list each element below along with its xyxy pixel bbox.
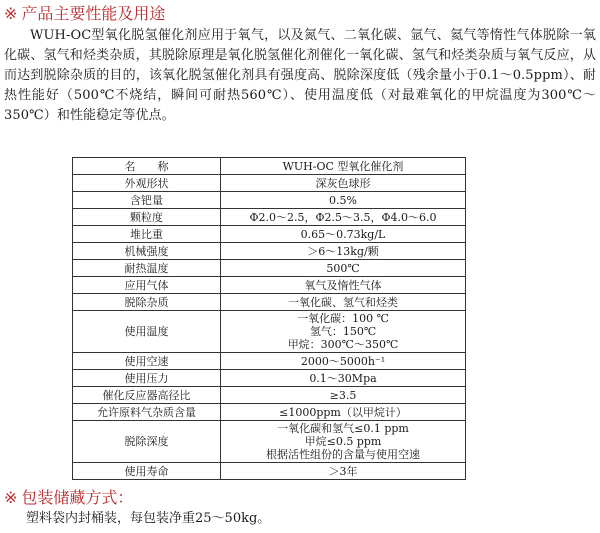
value-line: 0.5% <box>329 193 357 207</box>
table-row <box>73 370 466 387</box>
property-name-cell: 使用寿命 <box>73 463 221 480</box>
header-value-cell: WUH-OC 型氧化催化剂 <box>221 158 466 175</box>
value-line: 一氧化碳、氢气和烃类 <box>288 295 398 309</box>
table-row <box>73 463 466 480</box>
reference-mark-icon: ※ <box>4 488 18 507</box>
property-name-cell: 使用压力 <box>73 370 221 387</box>
table-row <box>73 175 466 192</box>
table-row <box>73 277 466 294</box>
value-line: 根据活性组份的含量与使用空速 <box>266 448 420 461</box>
table-row <box>73 404 466 421</box>
intro-paragraph: WUH-OC型氧化脱氢催化剂应用于氧气，以及氮气、二氧化碳、氩气、氦气等惰性气体脱除一氧化碳、氢气和烃类杂质，其脱除原理是氧化脱氢催化剂催化一氧化碳、氢气和烃类杂质与氧气反应，从而达到脱除杂质的目的，该氧化脱氢催化剂具有强度高、脱除深度低（残余量小于0.1～0.5ppm）、耐热性能好（500℃不烧结，瞬间可耐热560℃）、使用温度低（对最难氧化的甲烷温度为300℃～350℃）和性能稳定等优点。 <box>4 28 596 123</box>
spec-table <box>72 157 466 480</box>
section-title: 产品主要性能及用途 <box>21 4 166 23</box>
value-line: 一氧化碳和氢气≤0.1 ppm <box>277 422 409 435</box>
table-header-row <box>73 158 466 175</box>
table-row <box>73 311 466 353</box>
table-row <box>73 353 466 370</box>
property-value-cell <box>221 463 466 480</box>
storage-text: 塑料袋内封桶装，每包装净重25～50kg。 <box>26 511 271 526</box>
value-line: 氢气：150℃ <box>309 325 377 338</box>
value-line: ＞3年 <box>328 464 358 478</box>
property-name-cell: 使用空速 <box>73 353 221 370</box>
value-line: ＞6～13kg/颗 <box>307 244 379 258</box>
property-value-cell <box>221 260 466 277</box>
property-name-cell: 颗粒度 <box>73 209 221 226</box>
value-line: 甲烷：300℃～350℃ <box>287 338 399 351</box>
property-name-cell: 堆比重 <box>73 226 221 243</box>
property-name-cell: 使用温度 <box>73 311 221 353</box>
value-line: ≤1000ppm（以甲烷计） <box>279 405 407 419</box>
property-value-cell <box>221 404 466 421</box>
table-row <box>73 209 466 226</box>
property-name-cell: 脱除深度 <box>73 421 221 463</box>
property-name-cell: 催化反应器高径比 <box>73 387 221 404</box>
property-value-cell <box>221 294 466 311</box>
section-title: 包装储藏方式： <box>21 488 134 507</box>
section-heading-features <box>4 4 165 24</box>
table-row <box>73 226 466 243</box>
table-row <box>73 260 466 277</box>
property-value-cell <box>221 226 466 243</box>
value-line: 2000～5000h⁻¹ <box>300 354 386 368</box>
table-row <box>73 192 466 209</box>
value-line: Φ2.0～2.5，Φ2.5～3.5，Φ4.0～6.0 <box>249 210 437 224</box>
property-value-cell <box>221 243 466 260</box>
property-value-cell <box>221 209 466 226</box>
value-line: 0.1～30Mpa <box>309 371 377 385</box>
property-name-cell: 脱除杂质 <box>73 294 221 311</box>
property-value-cell <box>221 175 466 192</box>
value-line: 深灰色球形 <box>315 176 371 190</box>
header-name-cell: 名 称 <box>73 158 221 175</box>
property-value-cell <box>221 421 466 463</box>
value-line: 氧气及惰性气体 <box>304 278 382 292</box>
table-row <box>73 387 466 404</box>
property-value-cell <box>221 311 466 353</box>
property-value-cell <box>221 277 466 294</box>
value-line: 一氧化碳：100 ℃ <box>297 312 389 325</box>
value-line: 甲烷≤0.5 ppm <box>304 435 382 448</box>
property-value-cell <box>221 192 466 209</box>
property-name-cell: 含钯量 <box>73 192 221 209</box>
property-value-cell <box>221 370 466 387</box>
value-line: ≥3.5 <box>329 388 357 402</box>
value-line: 500℃ <box>326 261 360 275</box>
value-line: 0.65～0.73kg/L <box>300 227 386 241</box>
section-heading-storage <box>4 488 133 508</box>
table-row <box>73 421 466 463</box>
property-name-cell: 耐热温度 <box>73 260 221 277</box>
property-value-cell <box>221 353 466 370</box>
table-row <box>73 243 466 260</box>
property-name-cell: 机械强度 <box>73 243 221 260</box>
table-row <box>73 294 466 311</box>
property-name-cell: 外观形状 <box>73 175 221 192</box>
reference-mark-icon: ※ <box>4 4 18 23</box>
property-value-cell <box>221 387 466 404</box>
property-name-cell: 应用气体 <box>73 277 221 294</box>
property-name-cell: 允许原料气杂质含量 <box>73 404 221 421</box>
